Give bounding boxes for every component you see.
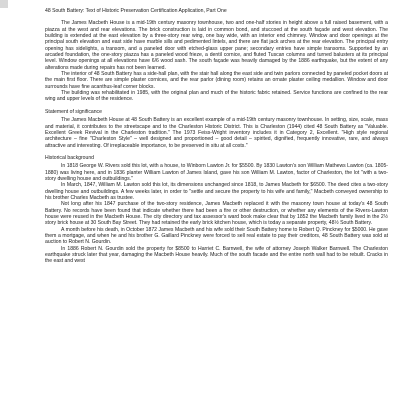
background-paragraph-3: Not long after his 1847 purchase of the two-story residence, James Macbeth replaced it with the masonry town house at today's 48 South Battery. No records have been found that indicate whether there had been a fire or other destruction, or whether any elements of the Rivers-Lawton house were reused in the Macbeth House. The city directory and tax assessor's ward book make clear that by 1852 the Macbeth family lived in the 2½ story brick house at 30 South Bay Street. They had retained the early brick kitchen house, which is today a separate property, 48½ South Battery.: [45, 201, 388, 227]
intro-paragraph-2: The interior of 48 South Battery has a side-hall plan, with the stair hall along the east side and twin parlors connected by paneled pocket doors at the main first floor. There are simple plaster cornices, and the rear parlor (dining room) retains an ornate plaster ceiling medallion. Window and door surrounds have fine acanthus-leaf corner blocks.: [45, 71, 388, 90]
background-paragraph-5: In 1886 Robert N. Gourdin sold the property for $8500 to Harriet C. Barnwell, the wife of attorney Joseph Walker Barnwell. The Charleston earthquake struck later that year, damaging the Macbeth House heavily. Much of the south facade and the entire north wall had to be rebuilt. Cracks in the east and west: [45, 245, 388, 265]
document-title: 48 South Battery: Text of Historic Preservation Certification Application, Part One: [45, 8, 227, 14]
background-paragraph-1: In 1818 George W. Rivers sold this lot, with a house, to Winborn Lawton Jr. for $5500. By 1830 Lawton's son William Mathews Lawton (ca. 1805-1880) was living here, and in 1836 planter William Lawton of James Island, gave his son William M. Lawton, factor of Charleston, the lot "with a two-story dwelling house and outbuildings.": [45, 163, 388, 182]
page-corner-mark: [0, 0, 8, 8]
intro-paragraph-1: The James Macbeth House is a mid-19th century masonry townhouse, two and one-half stories in height above a full raised basement, with a piazza at the west and rear elevations. The brick construction is laid in common bond, and stuccoed at the south façade and west elevation. The building is extended at the east elevation by a three-story rear wing, one bay wide, with an interior end chimney. Window and door openings at the principal south elevation and east side have marble sills and pedimented lintels, and there are flat jack arches at the rear elevation. The principal entry opening has sidelights, a transom, and a paneled door with etched-glass upper pane; secondary entries have simple transoms. Supported by an arcaded foundation, the one-story piazza has a paneled wood frieze, a dentil cornice, and fluted Tuscan columns and turned balusters at its principal level. Window openings at all elevations have 6/6 wood sash. The south façade was heavily damaged by the 1886 earthquake, but the extent of any alterations made during repairs has not been learned.: [45, 20, 388, 71]
significance-heading: Statement of significance: [45, 108, 102, 115]
background-paragraph-2: In March, 1847, William M. Lawton sold this lot, its dimensions unchanged since 1818, to James Macbeth for $6500. The deed cites a two-story dwelling house and outbuildings. A few weeks later, in order to "settle and secure the property to his wife and family," Macbeth conveyed ownership to his brother Charles Macbeth as trustee.: [45, 182, 388, 201]
background-paragraph-4: A month before his death, in October 1872 James Macbeth and his wife sold their South Battery home to Robert Q. Pinckney for $5000. He gave them a mortgage, and when he and his brother G. Gaillard Pinckney were forced to sell real estate to pay their creditors, 48 South Battery was sold at auction to Robert N. Gourdin.: [45, 226, 388, 246]
intro-paragraph-3: The building was rehabilitated in 1985, with the original plan and much of the historic fabric retained. Service functions are confined to the rear wing and upper levels of the residence.: [45, 90, 388, 103]
significance-paragraph: The James Macbeth House at 48 South Battery is an excellent example of a mid-19th century masonry townhouse. In setting, size, scale, mass and material, it contributes to the streetscape and to the Charleston Historic District. This is Charleston (1944) cited 48 South Battery as "Valuable. Excellent Greek Revival in the Charleston tradition." The 1973 Feiss-Wright inventory includes it in Category 2, Excellent. "High style regional architecture – fine "Charleston Style" – well designed and proportioned – good detail – spirited, dignified, frequently innovative, rare, and always attractive and interesting. Of irreplaceable importance, to be preserved in situ at all costs.": [45, 117, 388, 149]
background-heading: Historical background: [45, 154, 94, 161]
